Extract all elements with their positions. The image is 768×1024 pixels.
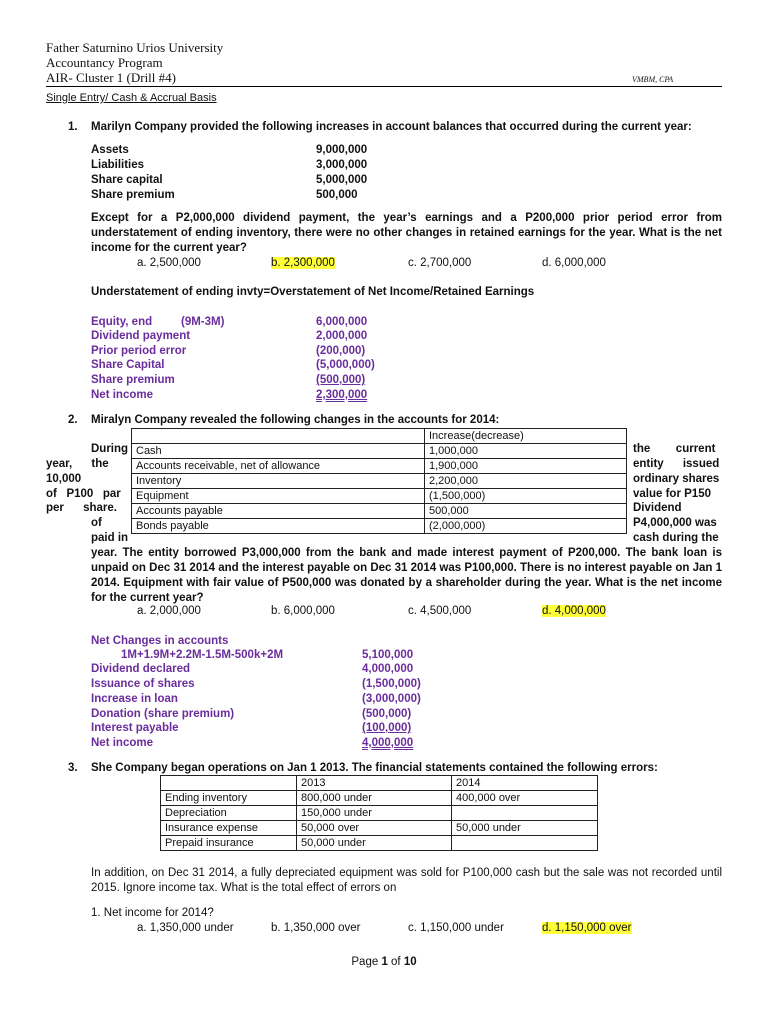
q2-wrap-right: entity issued — [633, 458, 720, 470]
q1-note: Understatement of ending invty=Overstatement of Net Income/Retained Earnings — [91, 286, 535, 298]
topic-title: Single Entry/ Cash & Accrual Basis — [46, 92, 217, 104]
q2-accounts-table — [131, 428, 627, 534]
q2-number: 2. — [68, 414, 78, 426]
q1-item-value: 5,000,000 — [316, 174, 368, 186]
q2-solution-label: Dividend declared — [91, 663, 191, 675]
table-cell: 800,000 under — [297, 791, 452, 806]
table-cell — [452, 836, 598, 851]
table-header: 2013 — [297, 776, 452, 791]
q1-item-value: 500,000 — [316, 189, 358, 201]
q1-item-value: 3,000,000 — [316, 159, 368, 171]
q2-wrap-left: of P100 par — [46, 488, 121, 500]
q3-choice-b: b. 1,350,000 over — [271, 922, 361, 934]
q2-solution-value: (1,500,000) — [362, 678, 421, 690]
table-cell — [452, 806, 598, 821]
q1-solution-label: Dividend payment — [91, 330, 191, 342]
q1-question: Marilyn Company provided the following increases in account balances that occurred during the current year: — [91, 121, 692, 133]
q1-text: Except for a P2,000,000 dividend payment, the year’s earnings and a P200,000 prior period error from understatement of ending inventory, there were no other changes in retained earnings for the year. What is the net income for the current year? — [91, 212, 722, 254]
table-cell: Bonds payable — [132, 519, 425, 534]
table-row — [161, 836, 598, 851]
q2-solution-label: Net income — [91, 737, 153, 749]
table-cell: 50,000 over — [297, 821, 452, 836]
table-cell: Equipment — [132, 489, 425, 504]
q1-solution-value: (500,000) — [316, 374, 366, 386]
table-cell — [161, 776, 297, 791]
q2-solution-value: 5,100,000 — [362, 649, 414, 661]
q1-solution-detail: (9M-3M) — [181, 316, 225, 328]
q2-wrap-left: of — [91, 517, 102, 529]
q1-solution-label: Share Capital — [91, 359, 165, 371]
table-row — [161, 806, 598, 821]
q3-choice-c: c. 1,150,000 under — [408, 922, 504, 934]
table-cell: Accounts receivable, net of allowance — [132, 459, 425, 474]
cluster-title: AIR- Cluster 1 (Drill #4) — [46, 70, 176, 85]
q2-solution-title: Net Changes in accounts — [91, 635, 229, 647]
table-cell: 150,000 under — [297, 806, 452, 821]
table-cell: Depreciation — [161, 806, 297, 821]
table-cell: 50,000 under — [297, 836, 452, 851]
table-cell: (2,000,000) — [425, 519, 627, 534]
table-cell: Accounts payable — [132, 504, 425, 519]
q2-wrap-right: Dividend — [633, 502, 682, 514]
q2-solution-value: (500,000) — [362, 708, 412, 720]
q1-solution-value: (5,000,000) — [316, 359, 375, 371]
q3-question: She Company began operations on Jan 1 2013. The financial statements contained the following errors: — [91, 762, 658, 774]
table-cell: (1,500,000) — [425, 489, 627, 504]
page-current: 1 — [381, 956, 388, 968]
q2-solution-formula: 1M+1.9M+2.2M-1.5M-500k+2M — [121, 649, 284, 661]
table-cell: Ending inventory — [161, 791, 297, 806]
q2-question: Miralyn Company revealed the following changes in the accounts for 2014: — [91, 414, 500, 426]
q2-solution-label: Increase in loan — [91, 693, 178, 705]
q1-number: 1. — [68, 121, 78, 133]
program-name: Accountancy Program — [46, 55, 163, 70]
q3-sub-question: 1. Net income for 2014? — [91, 907, 214, 919]
q1-item-label: Assets — [91, 144, 129, 156]
table-cell: 2,200,000 — [425, 474, 627, 489]
table-row — [132, 489, 627, 504]
q1-solution-total: 2,300,000 — [316, 389, 368, 401]
q1-item-value: 9,000,000 — [316, 144, 368, 156]
q1-solution-value: (200,000) — [316, 345, 366, 357]
q1-solution-label: Net income — [91, 389, 153, 401]
page-prefix: Page — [351, 956, 382, 968]
q2-wrap-right: P4,000,000 was — [633, 517, 717, 529]
page-number — [0, 956, 768, 968]
q1-solution-value: 2,000,000 — [316, 330, 368, 342]
table-row — [132, 474, 627, 489]
q1-item-label: Liabilities — [91, 159, 145, 171]
q2-solution-label: Donation (share premium) — [91, 708, 235, 720]
q1-item-label: Share capital — [91, 174, 163, 186]
q2-solution-label: Interest payable — [91, 722, 179, 734]
q2-wrap-left: During — [91, 443, 129, 455]
table-row — [132, 519, 627, 534]
table-cell: 500,000 — [425, 504, 627, 519]
page-mid: of — [387, 956, 404, 968]
q1-choice-d: d. 6,000,000 — [542, 257, 606, 269]
table-header: Increase(decrease) — [425, 429, 627, 444]
page-total: 10 — [403, 956, 417, 968]
table-cell: Insurance expense — [161, 821, 297, 836]
q3-choice-d-answer: d. 1,150,000 over — [542, 922, 632, 934]
table-row — [161, 821, 598, 836]
q2-solution-label: Issuance of shares — [91, 678, 195, 690]
q2-wrap-right: ordinary shares — [633, 473, 720, 485]
q1-item-label: Share premium — [91, 189, 175, 201]
q2-wrap-left: 10,000 — [46, 473, 82, 485]
q1-solution-label: Equity, end — [91, 316, 153, 328]
table-row — [132, 459, 627, 474]
table-cell: Cash — [132, 444, 425, 459]
q2-solution-value: 4,000,000 — [362, 663, 414, 675]
table-header: 2014 — [452, 776, 598, 791]
author-credit: VMBM, CPA — [632, 75, 674, 84]
q2-wrap-right: the current — [633, 443, 716, 455]
table-cell — [132, 429, 425, 444]
q2-wrap-right: cash during the — [633, 532, 719, 544]
q1-choice-b-answer: b. 2,300,000 — [271, 257, 335, 269]
university-name: Father Saturnino Urios University — [46, 40, 224, 55]
table-row — [132, 429, 627, 444]
table-cell: 1,900,000 — [425, 459, 627, 474]
header-rule — [46, 86, 722, 87]
q3-text: In addition, on Dec 31 2014, a fully depreciated equipment was sold for P100,000 cash but the sale was not recorded until 2015. Ignore income tax. What is the total effect of errors on — [91, 867, 722, 894]
q2-wrap-left: paid in — [91, 532, 129, 544]
q1-solution-value: 6,000,000 — [316, 316, 368, 328]
q2-choice-c: c. 4,500,000 — [408, 605, 472, 617]
q2-wrap-left: year, the — [46, 458, 109, 470]
q2-text: year. The entity borrowed P3,000,000 from the bank and made interest payment of P200,000. The bank loan is unpaid on Dec 31 2014 and the interest payable on Dec 31 2014 was P100,000. There is no interest payable on Jan 1 2014. Equipment with fair value of P500,000 was donated by a shareholder during the year. What is the net income for the current year? — [91, 547, 722, 604]
q2-wrap-left: per share. — [46, 502, 117, 514]
q1-choice-a: a. 2,500,000 — [137, 257, 201, 269]
table-row — [161, 791, 598, 806]
table-cell: 400,000 over — [452, 791, 598, 806]
q3-number: 3. — [68, 762, 78, 774]
q2-choice-b: b. 6,000,000 — [271, 605, 335, 617]
table-row — [132, 444, 627, 459]
table-row — [132, 504, 627, 519]
q1-choice-c: c. 2,700,000 — [408, 257, 472, 269]
q2-choice-d-answer: d. 4,000,000 — [542, 605, 606, 617]
table-cell: Prepaid insurance — [161, 836, 297, 851]
q1-solution-label: Share premium — [91, 374, 175, 386]
table-cell: 1,000,000 — [425, 444, 627, 459]
q2-wrap-right: value for P150 — [633, 488, 711, 500]
q2-solution-value: (3,000,000) — [362, 693, 421, 705]
q2-solution-value: (100,000) — [362, 722, 412, 734]
q1-solution-label: Prior period error — [91, 345, 187, 357]
q2-solution-total: 4,000,000 — [362, 737, 414, 749]
table-cell: 50,000 under — [452, 821, 598, 836]
table-cell: Inventory — [132, 474, 425, 489]
q2-choice-a: a. 2,000,000 — [137, 605, 201, 617]
table-row — [161, 776, 598, 791]
q3-choice-a: a. 1,350,000 under — [137, 922, 234, 934]
q3-errors-table — [160, 775, 598, 851]
